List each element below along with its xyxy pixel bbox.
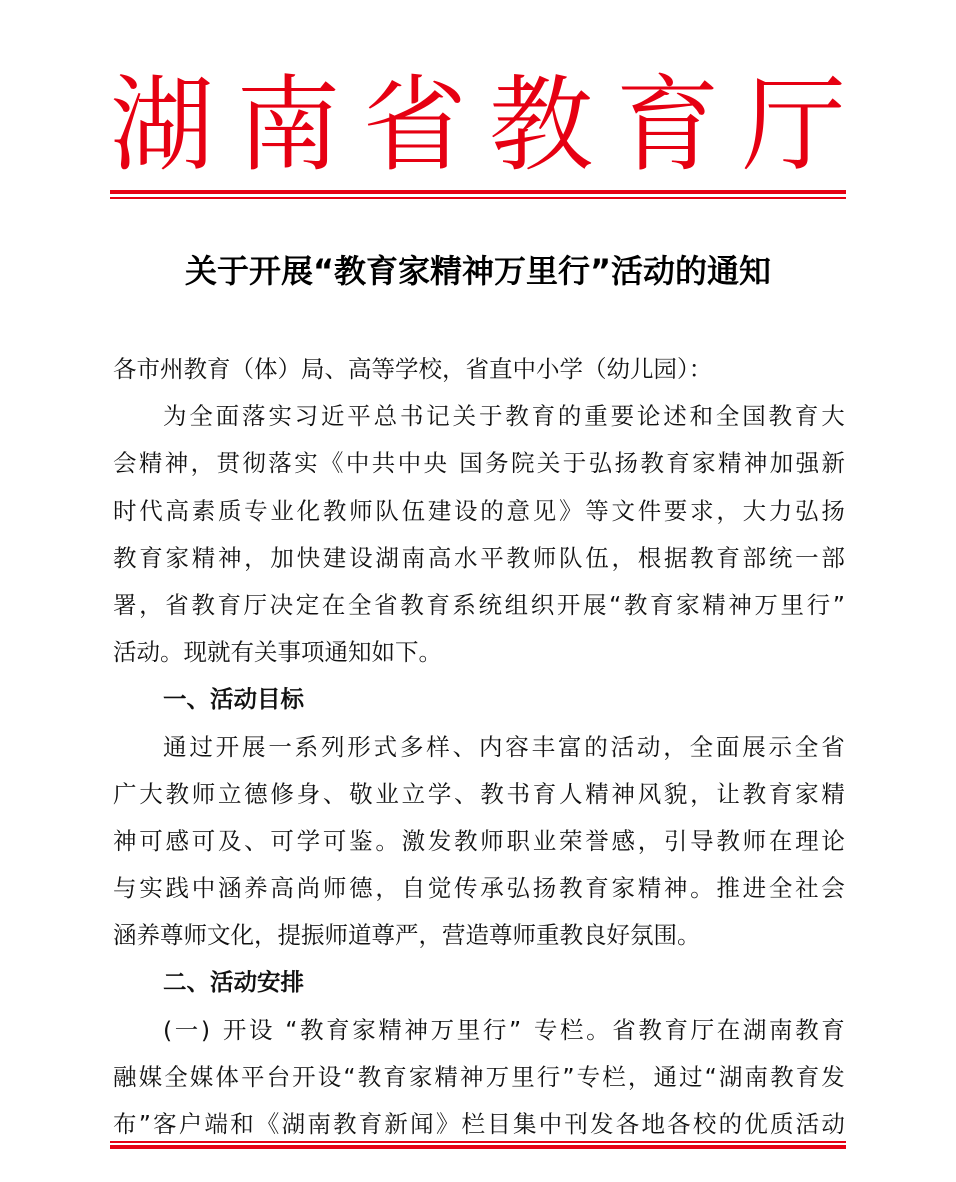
- body-line: 融 媒 全 媒 体 平 台 开 设 “ 教 育 家 精 神 万 里 行 ” 专 栏 ， 通 过 “ 湖 南 教 育 发: [113, 1062, 845, 1091]
- document-title: 关于开展“教育家精神万里行”活动的通知: [184, 252, 772, 290]
- body-line: 会 精 神 ， 贯 彻 落 实 《 中 共 中 央 国 务 院 关 于 弘 扬 教 育 家 精 神 加 强 新: [113, 449, 845, 478]
- body-line: 教 育 家 精 神 ， 加 快 建 设 湖 南 高 水 平 教 师 队 伍 ， 根 据 教 育 部 统 一 部: [113, 543, 845, 572]
- masthead-char: 省: [362, 64, 467, 186]
- footer-rule-thick: [110, 1145, 846, 1149]
- body-line: 各市州教育（体）局、高等学校，省直中小学（幼儿园）：: [113, 355, 713, 383]
- masthead-char: 教: [489, 64, 594, 186]
- body-line: 涵养尊师文化，提振师道尊严，营造尊师重教良好氛围。: [113, 921, 701, 950]
- body-line: 活动。现就有关事项通知如下。: [113, 638, 442, 667]
- body-line: 署 ， 省 教 育 厅 决 定 在 全 省 教 育 系 统 组 织 开 展 “ 教 育 家 精 神 万 里 行 ”: [113, 590, 845, 619]
- masthead: [110, 66, 846, 184]
- masthead-char: 育: [615, 64, 720, 186]
- section-heading: 一、活动目标: [163, 685, 304, 714]
- section-heading: 二、活动安排: [163, 968, 304, 997]
- body-line: 与 实 践 中 涵 养 高 尚 师 德 ， 自 觉 传 承 弘 扬 教 育 家 精 神 。 推 进 全 社 会: [113, 874, 845, 903]
- header-rule-thick: [110, 190, 846, 194]
- body-line: ( 一 ) 开 设 “ 教 育 家 精 神 万 里 行 ” 专 栏 。 省 教 育 厅 在 湖 南 教 育: [163, 1015, 845, 1044]
- body-line: 通 过 开 展 一 系 列 形 式 多 样 、 内 容 丰 富 的 活 动 ， 全 面 展 示 全 省: [163, 732, 845, 761]
- body-line: 为 全 面 落 实 习 近 平 总 书 记 关 于 教 育 的 重 要 论 述 和 全 国 教 育 大: [163, 402, 845, 431]
- masthead-char: 南: [236, 64, 341, 186]
- body-line: 广 大 教 师 立 德 修 身 、 敬 业 立 学 、 教 书 育 人 精 神 风 貌 ， 让 教 育 家 精: [113, 779, 845, 808]
- body-line: 时 代 高 素 质 专 业 化 教 师 队 伍 建 设 的 意 见 》 等 文 件 要 求 ， 大 力 弘 扬: [113, 496, 845, 525]
- footer-rule-thin: [110, 1141, 846, 1143]
- body-line: 神 可 感 可 及 、 可 学 可 鉴 。 激 发 教 师 职 业 荣 誉 感 ， 引 导 教 师 在 理 论: [113, 826, 845, 855]
- document-body: [113, 346, 845, 1148]
- masthead-char: 湖: [110, 64, 215, 186]
- masthead-char: 厅: [741, 64, 846, 186]
- header-rule-thin: [110, 197, 846, 199]
- body-line: 布 ” 客 户 端 和 《 湖 南 教 育 新 闻 》 栏 目 集 中 刊 发 各 地 各 校 的 优 质 活 动: [113, 1110, 845, 1138]
